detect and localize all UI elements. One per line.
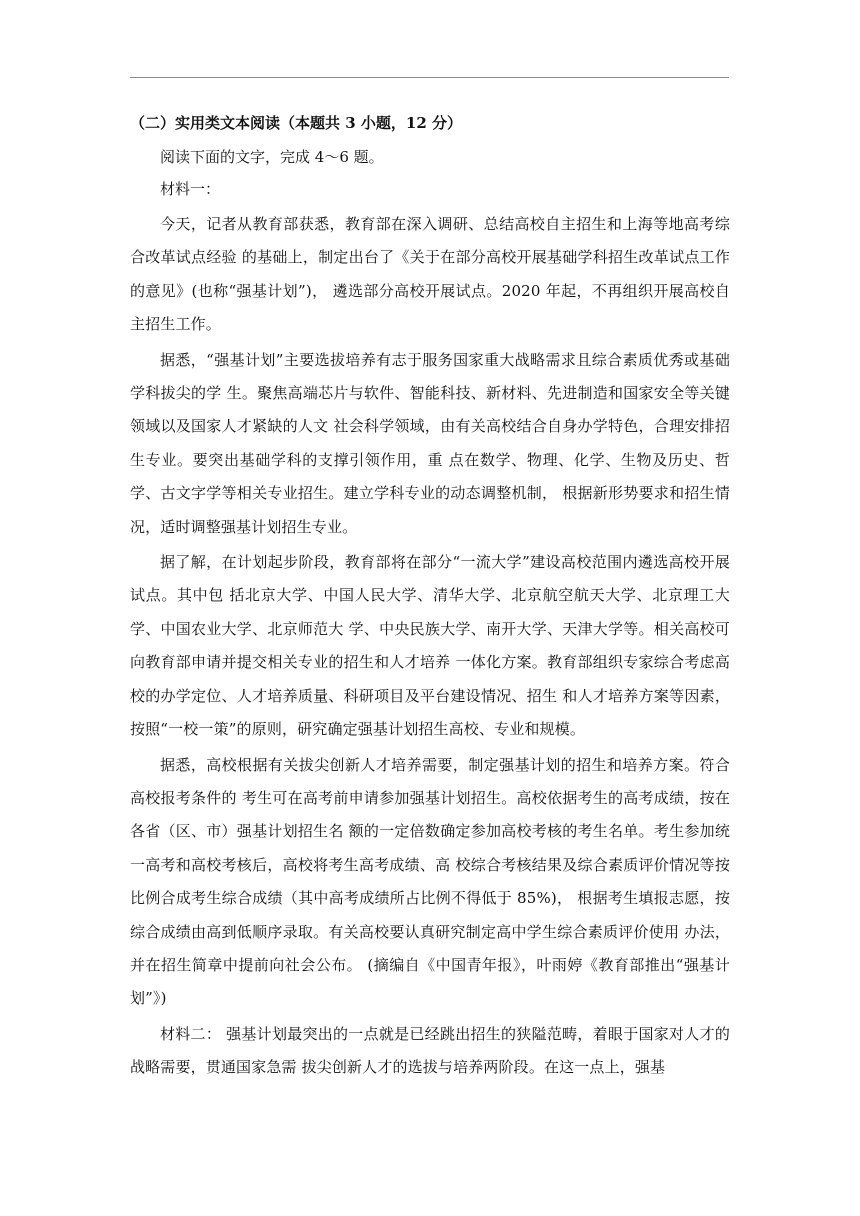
header-divider (130, 77, 729, 78)
document-body (130, 108, 730, 1085)
section-heading: （二）实用类文本阅读（本题共 3 小题，12 分） (130, 114, 462, 132)
material-two-paragraph: 材料二： 强基计划最突出的一点就是已经跳出招生的狭隘范畴，着眼于国家对人才的战略需要，贯通国家急需 拔尖创新人才的选拔与培养两阶段。在这一点上，强基 (130, 1024, 730, 1077)
material-one-paragraph-4: 据悉，高校根据有关拔尖创新人才培养需要，制定强基计划的招生和培养方案。符合高校报考条件的 考生可在高考前申请参加强基计划招生。高校依据考生的高考成绩，按在各省（区、市）强基计划招生名 额的一定倍数确定参加高校考核的考生名单。考生参加统一高考和高校考核后，高校将考生高考成绩、高 校综合考核结果及综合素质评价情况等按比例合成考生综合成绩（其中高考成绩所占比例不得低于 85%)， 根据考生填报志愿，按综合成绩由高到低顺序录取。有关高校要认真研究制定高中学生综合素质评价使用 办法，并在招生简章中提前向社会公布。 (摘编自《中国青年报》，叶雨婷《教育部推出“强基计划”》) (130, 755, 730, 1008)
material-one-paragraph-2: 据悉，“强基计划”主要选拔培养有志于服务国家重大战略需求且综合素质优秀或基础学科拔尖的学 生。聚焦高端芯片与软件、智能科技、新材料、先进制造和国家安全等关键领域以及国家人才紧缺的人文 社会科学领域，由有关高校结合自身办学特色，合理安排招生专业。要突出基础学科的支撑引领作用，重 点在数学、物理、化学、生物及历史、哲学、古文字学等相关专业招生。建立学科专业的动态调整机制， 根据新形势要求和招生情况，适时调整强基计划招生专业。 (130, 350, 730, 536)
reading-instruction: 阅读下面的文字，完成 4～6 题。 (160, 148, 384, 166)
material-one-paragraph-1: 今天，记者从教育部获悉，教育部在深入调研、总结高校自主招生和上海等地高考综合改革试点经验 的基础上，制定出台了《关于在部分高校开展基础学科招生改革试点工作的意见》(也称“强基计划”)， 遴选部分高校开展试点。2020 年起，不再组织开展高校自主招生工作。 (130, 215, 730, 334)
material-one-label: 材料一： (160, 180, 221, 198)
material-one-paragraph-3: 据了解，在计划起步阶段，教育部将在部分“一流大学”建设高校范围内遴选高校开展试点。其中包 括北京大学、中国人民大学、清华大学、北京航空航天大学、北京理工大学、中国农业大学、北京师范大 学、中央民族大学、南开大学、天津大学等。相关高校可向教育部申请并提交相关专业的招生和人才培养 一体化方案。教育部组织专家综合考虑高校的办学定位、人才培养质量、科研项目及平台建设情况、招生 和人才培养方案等因素，按照“一校一策”的原则，研究确定强基计划招生高校、专业和规模。 (130, 553, 730, 739)
